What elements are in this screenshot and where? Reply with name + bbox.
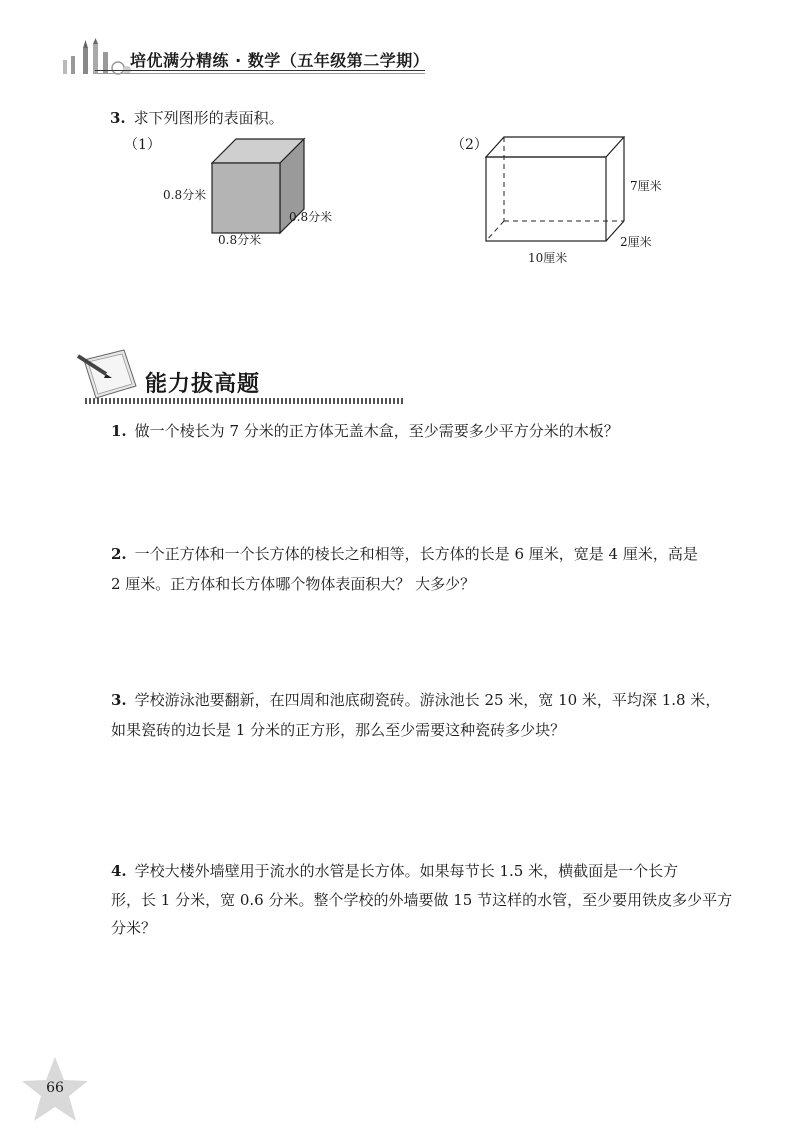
notebook-pencil-icon — [76, 346, 142, 402]
cube-edge-left: 0.8分米 — [163, 188, 207, 202]
question3 — [110, 104, 284, 132]
cube-edge-right: 0.8分米 — [289, 210, 333, 224]
problem-3 — [111, 686, 720, 714]
header-rule — [95, 70, 425, 71]
question3-text: 求下列图形的表面积。 — [133, 109, 284, 127]
problem-2-line-1-row — [111, 540, 698, 568]
problem-3-line-1: 学校游泳池要翻新，在四周和池底砌瓷砖。游泳池长 25 米，宽 10 米，平均深 1.8 米， — [134, 691, 721, 709]
header-title: 培优满分精练 · 数学（五年级第二学期） — [130, 51, 430, 70]
problem-3-line-2: 如果瓷砖的边长是 1 分米的正方形，那么至少需要这种瓷砖多少块？ — [111, 721, 566, 739]
figure1-label: （1） — [124, 137, 161, 153]
problem-2-line-1: 一个正方体和一个长方体的棱长之和相等，长方体的长是 6 厘米，宽是 4 厘米，高是 — [134, 545, 698, 563]
problem-4-number: 4. — [111, 862, 127, 880]
section-rule — [85, 398, 405, 404]
cuboid-height-label: 7厘米 — [630, 179, 662, 193]
problem-4-line-2: 形，长 1 分米，宽 0.6 分米。整个学校的外墙要做 15 节这样的水管，至少要用铁皮多少平方 — [111, 891, 733, 909]
problem-2-line-2: 2 厘米。正方体和长方体哪个物体表面积大？ 大多少？ — [111, 575, 476, 593]
problem-3-number: 3. — [111, 691, 127, 709]
problem-1-line-1: 做一个棱长为 7 分米的正方体无盖木盒，至少需要多少平方分米的木板？ — [134, 422, 619, 440]
problem-4 — [111, 857, 678, 885]
problem-4-line-1: 学校大楼外墙壁用于流水的水管是长方体。如果每节长 1.5 米，横截面是一个长方 — [134, 862, 679, 880]
page-number: 66 — [46, 1080, 64, 1096]
problem-1 — [111, 417, 619, 445]
cuboid-figure — [484, 134, 629, 249]
figure2-label: （2） — [451, 137, 488, 153]
header-rule-secondary — [95, 73, 425, 74]
problem-4-line-3: 分米？ — [111, 919, 157, 937]
problem-2-number: 2. — [111, 545, 127, 563]
section-title: 能力拔高题 — [145, 372, 261, 397]
cube-edge-bottom: 0.8分米 — [218, 233, 262, 247]
question3-number: 3. — [110, 109, 126, 127]
cuboid-width-label: 2厘米 — [620, 235, 652, 249]
pencils-icon — [55, 38, 135, 78]
cuboid-length-label: 10厘米 — [528, 251, 568, 265]
problem-1-number: 1. — [111, 422, 127, 440]
problem-2 — [111, 540, 698, 568]
